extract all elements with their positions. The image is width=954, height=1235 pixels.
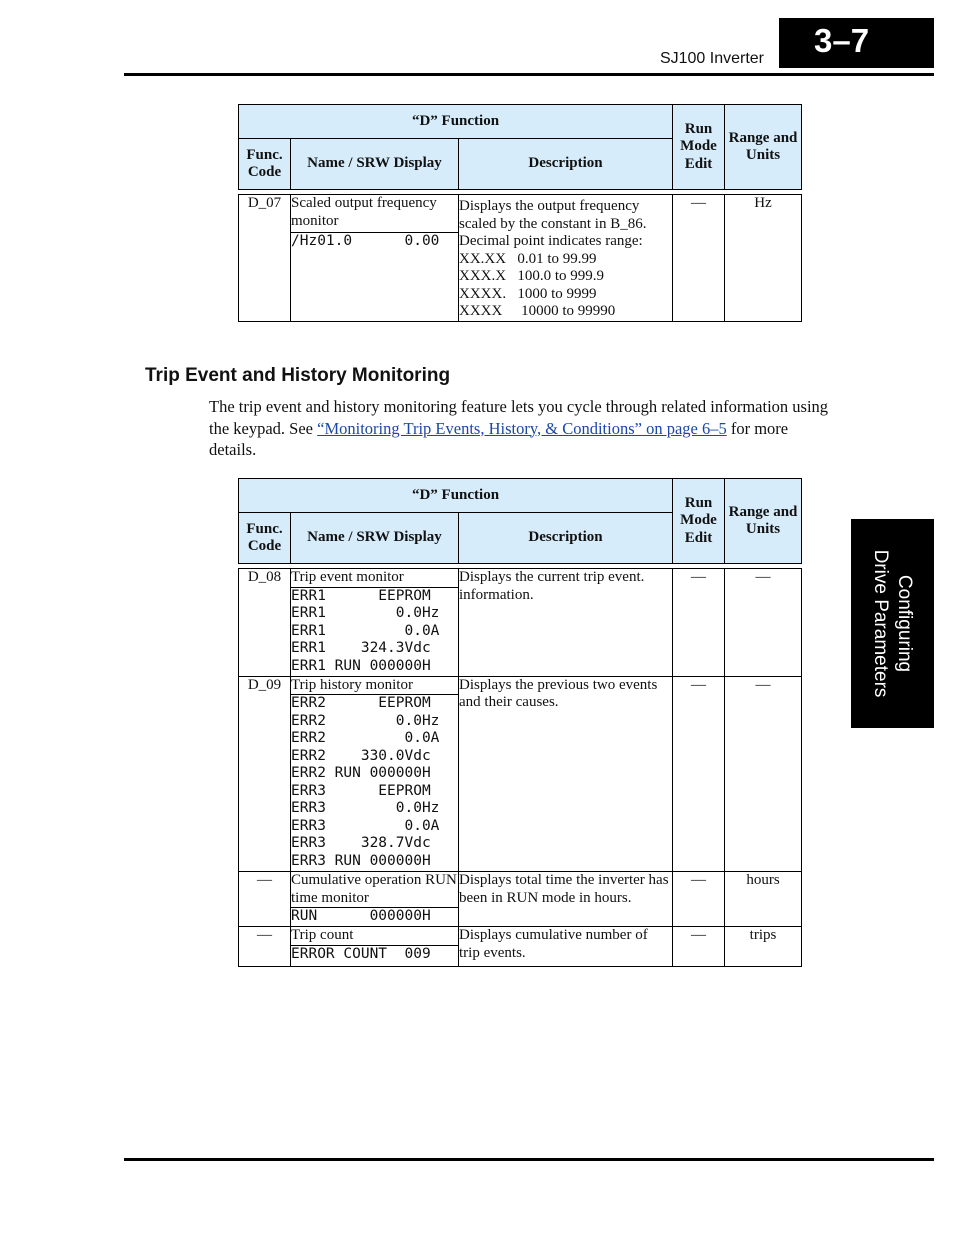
- running-header-title: SJ100 Inverter: [659, 50, 764, 67]
- intro-paragraph: [209, 396, 834, 461]
- name-header: Name / SRW Display: [291, 139, 459, 190]
- name-cell: Cumulative operation RUN time monitor: [291, 872, 457, 906]
- section-heading: Trip Event and History Monitoring: [145, 365, 451, 386]
- side-tab-label: [851, 519, 934, 728]
- description-cell: Displays cumulative number of trip events.: [459, 927, 673, 967]
- name-cell: Trip count: [291, 927, 459, 946]
- page-number: 3–7: [814, 22, 870, 59]
- range-cell: —: [725, 676, 802, 872]
- func-code-cell: D_09: [239, 676, 291, 872]
- name-cell: Trip event monitor: [291, 569, 459, 588]
- name-cell: Trip history monitor: [291, 676, 459, 695]
- srw-display-cell: ERR2 EEPROM ERR2 0.0Hz ERR2 0.0A ERR2 330.0Vdc ERR2 RUN 000000H ERR3 EEPROM ERR3 0.0Hz ERR3 0.0A ERR3 328.7Vdc ERR3 RUN 000000H: [291, 695, 459, 872]
- chapter-side-tab[interactable]: [851, 519, 934, 728]
- description-cell: Displays the current trip event. information.: [459, 569, 673, 677]
- run-mode-cell: —: [673, 569, 725, 677]
- description-header: Description: [459, 513, 673, 564]
- range-cell: —: [725, 569, 802, 677]
- description-cell: Displays the previous two events and their causes.: [459, 676, 673, 872]
- func-code-cell: D_07: [239, 195, 291, 322]
- func-code-header: Func. Code: [239, 513, 291, 564]
- intro-text-end: for more details.: [209, 418, 789, 459]
- run-mode-cell: —: [673, 927, 725, 967]
- description-line: XXXX. 1000 to 9999: [459, 285, 597, 302]
- table-row: [239, 872, 802, 908]
- description-line: Displays the output frequency: [459, 198, 640, 214]
- table-row: [239, 569, 802, 588]
- description-line: XXXX 10000 to 99990: [459, 303, 616, 319]
- func-code-cell: D_08: [239, 569, 291, 677]
- range-cell: trips: [725, 927, 802, 967]
- group-header: “D” Function: [239, 105, 673, 139]
- srw-display-cell: /Hz01.0 0.00: [291, 232, 459, 321]
- name-cell: Scaled output frequency monitor: [291, 195, 459, 233]
- table-row: [239, 927, 802, 946]
- table-row: [239, 676, 802, 695]
- side-tab-line-2: Drive Parameters: [870, 549, 892, 698]
- srw-display-cell: ERR1 EEPROM ERR1 0.0Hz ERR1 0.0A ERR1 324.3Vdc ERR1 RUN 000000H: [291, 587, 459, 676]
- func-code-header: Func. Code: [239, 139, 291, 190]
- intro-text: The trip event and history monitoring feature lets you cycle through related information using the keypad. See: [209, 397, 829, 438]
- description-line: XXX.X 100.0 to 999.9: [459, 268, 604, 284]
- srw-display-cell: ERROR COUNT 009: [291, 945, 459, 966]
- func-code-cell: —: [239, 872, 291, 927]
- d-function-table-2: [238, 478, 802, 967]
- description-line: Decimal point indicates range:: [459, 233, 643, 249]
- description-line: XX.XX 0.01 to 99.99: [459, 250, 597, 267]
- func-code-cell: —: [239, 927, 291, 967]
- description-cell: [459, 195, 673, 322]
- side-tab-line-1: Configuring: [894, 574, 916, 673]
- run-mode-cell: —: [673, 676, 725, 872]
- range-header: Range and Units: [725, 105, 802, 190]
- description-line: scaled by the constant in B_86.: [459, 215, 647, 232]
- table-row: [239, 195, 802, 233]
- d-function-table-1: [238, 104, 802, 322]
- name-header: Name / SRW Display: [291, 513, 459, 564]
- range-cell: Hz: [725, 195, 802, 322]
- range-header: Range and Units: [725, 479, 802, 564]
- description-header: Description: [459, 139, 673, 190]
- footer-rule: [124, 1158, 934, 1161]
- page-number-box: [779, 18, 934, 68]
- run-mode-cell: —: [673, 872, 725, 927]
- group-header: “D” Function: [239, 479, 673, 513]
- run-mode-header: Run Mode Edit: [673, 105, 725, 190]
- srw-display-cell: RUN 000000H: [291, 908, 459, 927]
- description-cell: Displays total time the inverter has been in RUN mode in hours.: [459, 872, 673, 927]
- run-mode-cell: —: [673, 195, 725, 322]
- header-rule: [124, 73, 934, 76]
- cross-reference-link[interactable]: “Monitoring Trip Events, History, & Conditions” on page 6–5: [317, 418, 727, 438]
- range-cell: hours: [725, 872, 802, 927]
- run-mode-header: Run Mode Edit: [673, 479, 725, 564]
